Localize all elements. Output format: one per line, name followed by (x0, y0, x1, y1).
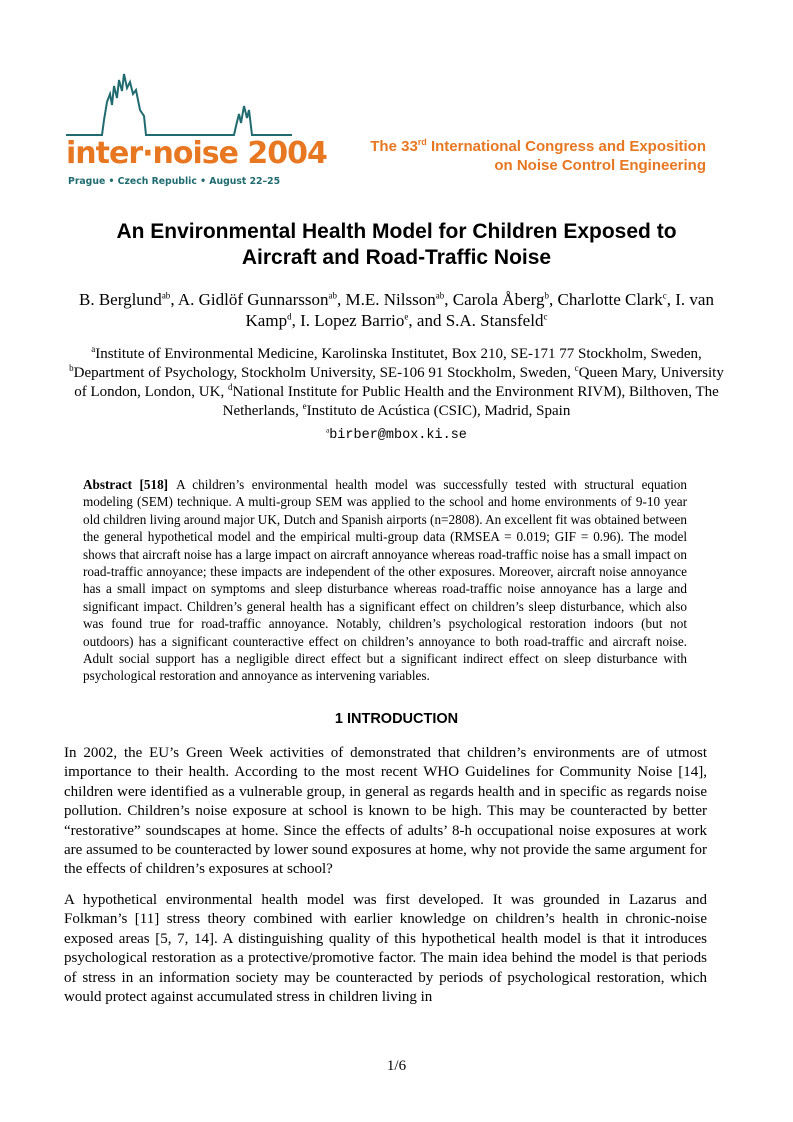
logo-wordmark: inter·noise 2004 (66, 136, 327, 171)
conference-logo (62, 72, 327, 192)
congress-line-2: on Noise Control Engineering (494, 157, 706, 174)
logo-subtitle: Prague • Czech Republic • August 22–25 (68, 176, 281, 187)
intro-paragraph-1: In 2002, the EU’s Green Week activities of demonstrated that children’s environments are of utmost importance to their health. According to the most recent WHO Guidelines for Community Noise [14], children were identified as a vulnerable group, in general as regards health and in specific as regards noise pollution. Children’s noise exposure at school is known to be high. This may be counteracted by better “restorative” soundscapes at home. Since the effects of adults’ 8-h occupational noise exposures at work are assumed to be counteracted by lower sound exposures at home, why not provide the same argument for the effects of children’s exposures at school? (64, 745, 707, 878)
contact-email: $^a$birber@mbox.ki.se (326, 426, 467, 443)
intro-paragraph-2: A hypothetical environmental health model was first developed. It was grounded in Lazarus and Folkman’s [11] stress theory combined with earlier knowledge on children’s health in chronic-noise exposed areas [5, 7, 14]. A distinguishing quality of this hypothetical health model is that it introduces psychological restoration as a protective/promotive factor. The main idea behind the model is that periods of stress in an information society may be counteracted by periods of psychological restoration, which would protect against accumulated stress in children living in (64, 892, 707, 1006)
abstract-text: A children’s environmental health model was successfully tested with structural equation modeling (SEM) technique. A multi-group SEM was applied to the school and home environments of 9-10 year old children living around major UK, Dutch and Spanish airports (n=2808). An excellent fit was obtained between the general hypothetical model and the empirical multi-group data (RMSEA = 0.019; GIF = 0.96). The model shows that aircraft noise has a large impact on aircraft annoyance whereas road-traffic noise has a small impact on road-traffic annoyance; these impacts are independent of the other exposures. Moreover, aircraft noise annoyance has a small impact on symptoms and sleep disturbance whereas road-traffic noise annoyance has a large and significant impact. Children’s general health has a significant effect on children’s sleep disturbance, which also was found true for road-traffic annoyance. Notably, children’s psychological restoration indoors (but not outdoors) has a significant counteractive effect on children’s annoyance to both road-traffic and aircraft noise. Adult social support has a negligible direct effect but a significant indirect effect on sleep disturbance with psychological restoration and annoyance as intervening variables. (83, 477, 687, 684)
noise-waveform-graphic (62, 72, 294, 142)
congress-header (370, 137, 706, 175)
section-heading: 1 INTRODUCTION (334, 711, 459, 727)
author-list: B. Berglund$^{ab}$, A. Gidlöf Gunnarsson$^{ab}$, M.E. Nilsson$^{ab}$, Carola Åberg$^b$, Charlotte Clark$^c$, I. van Kamp$^d$, I. Lopez Barrio$^e$, and S.A. Stansfeld$^c$ (79, 290, 714, 330)
email-address[interactable]: birber@mbox.ki.se (329, 428, 467, 443)
paper-title: An Environmental Health Model for Children Exposed to Aircraft and Road-Traffic Noise (116, 220, 677, 269)
page-number: 1/6 (386, 1058, 407, 1074)
affiliations: $^a$Institute of Environmental Medicine, Karolinska Institutet, Box 210, SE-171 77 Stockholm, Sweden, $^b$Department of Psychology, Stockholm University, SE-106 91 Stockholm, Sweden, $^c$Queen Mary, University of London, London, UK, $^d$National Institute for Public Health and the Environment RIVM), Bilthoven, The Netherlands, $^e$Instituto de Acústica (CSIC), Madrid, Spain (69, 344, 724, 419)
abstract-label: Abstract [518] (83, 477, 169, 492)
abstract (83, 476, 687, 685)
congress-line-1: The 33rd International Congress and Exposition (370, 137, 706, 155)
